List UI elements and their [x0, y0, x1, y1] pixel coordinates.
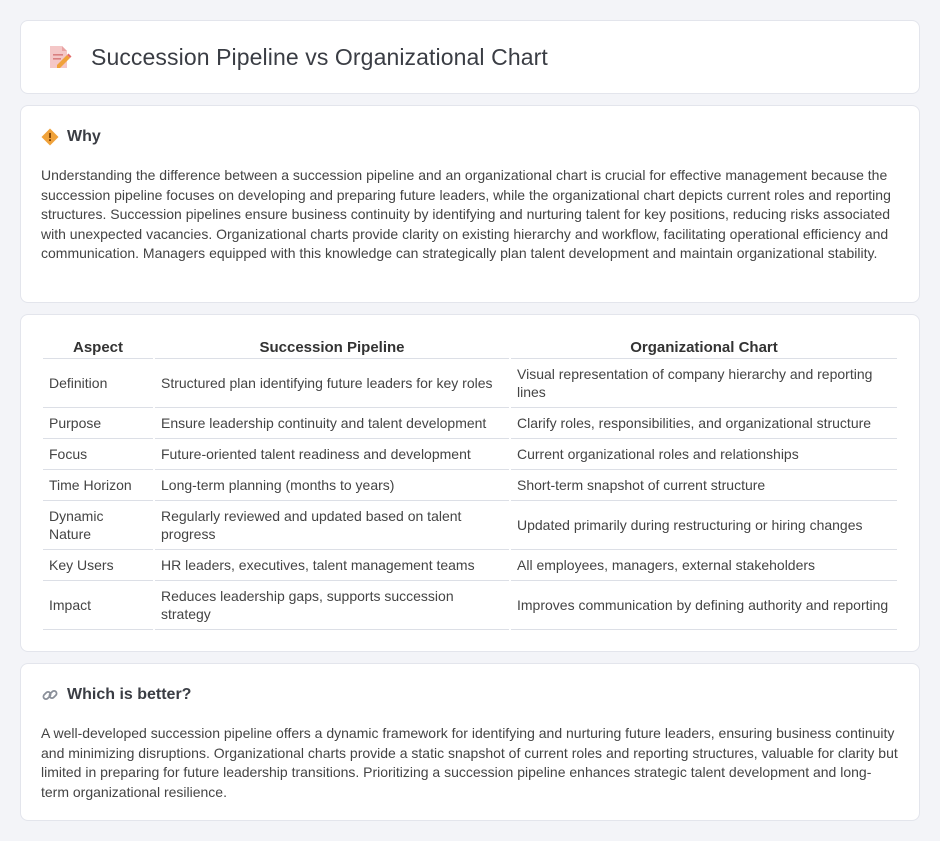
table-cell-orgchart: Current organizational roles and relationships	[511, 439, 897, 470]
document-pencil-icon	[45, 43, 73, 71]
table-cell-orgchart: Clarify roles, responsibilities, and organizational structure	[511, 408, 897, 439]
table-cell-aspect: Purpose	[43, 408, 153, 439]
warning-sign-icon	[41, 128, 59, 146]
page-title: Succession Pipeline vs Organizational Chart	[91, 43, 548, 70]
column-header-organizational-chart: Organizational Chart	[511, 335, 897, 359]
table-cell-aspect: Key Users	[43, 550, 153, 581]
which-heading	[41, 686, 899, 704]
table-cell-orgchart: All employees, managers, external stakeholders	[511, 550, 897, 581]
table-row	[43, 470, 897, 501]
table-row	[43, 501, 897, 550]
table-cell-succession: Ensure leadership continuity and talent development	[155, 408, 509, 439]
why-heading-label: Why	[67, 128, 101, 145]
why-section	[20, 105, 920, 303]
table-cell-succession: Reduces leadership gaps, supports succession strategy	[155, 581, 509, 630]
table-cell-succession: Long-term planning (months to years)	[155, 470, 509, 501]
comparison-table-card	[20, 314, 920, 652]
table-cell-orgchart: Updated primarily during restructuring or hiring changes	[511, 501, 897, 550]
table-cell-succession: Structured plan identifying future leaders for key roles	[155, 359, 509, 408]
table-cell-orgchart: Visual representation of company hierarchy and reporting lines	[511, 359, 897, 408]
table-row	[43, 550, 897, 581]
table-row	[43, 581, 897, 630]
table-header-row	[43, 335, 897, 359]
table-cell-aspect: Dynamic Nature	[43, 501, 153, 550]
table-cell-orgchart: Improves communication by defining authority and reporting	[511, 581, 897, 630]
table-row	[43, 408, 897, 439]
table-cell-succession: Regularly reviewed and updated based on talent progress	[155, 501, 509, 550]
table-row	[43, 359, 897, 408]
table-cell-succession: Future-oriented talent readiness and development	[155, 439, 509, 470]
table-cell-aspect: Time Horizon	[43, 470, 153, 501]
which-text: A well-developed succession pipeline offers a dynamic framework for identifying and nurturing future leaders, ensuring business continuity and minimizing disruptions. Organizational charts provide a static snapshot of current roles and reporting structures, valuable for clarity but limited in preparing for future leadership transitions. Prioritizing a succession pipeline enhances strategic talent development and long-term organizational resilience.	[41, 725, 898, 800]
comparison-table	[41, 335, 899, 630]
why-text: Understanding the difference between a succession pipeline and an organizational chart is crucial for effective management because the succession pipeline focuses on developing and preparing future leaders, while the organizational chart depicts current roles and reporting structures. Succession pipelines ensure business continuity by identifying and nurturing talent for key positions, reducing risks associated with unexpected vacancies. Organizational charts provide clarity on existing hierarchy and workflow, facilitating operational efficiency and communication. Managers equipped with this knowledge can strategically plan talent development and maintain organizational stability.	[41, 167, 891, 261]
table-cell-aspect: Focus	[43, 439, 153, 470]
table-cell-aspect: Definition	[43, 359, 153, 408]
table-row	[43, 439, 897, 470]
table-cell-aspect: Impact	[43, 581, 153, 630]
column-header-aspect: Aspect	[43, 335, 153, 359]
header-card	[20, 20, 920, 94]
which-heading-label: Which is better?	[67, 686, 192, 703]
link-icon	[41, 686, 59, 704]
table-cell-succession: HR leaders, executives, talent management teams	[155, 550, 509, 581]
why-heading	[41, 128, 899, 146]
which-section	[20, 663, 920, 821]
column-header-succession-pipeline: Succession Pipeline	[155, 335, 509, 359]
table-cell-orgchart: Short-term snapshot of current structure	[511, 470, 897, 501]
